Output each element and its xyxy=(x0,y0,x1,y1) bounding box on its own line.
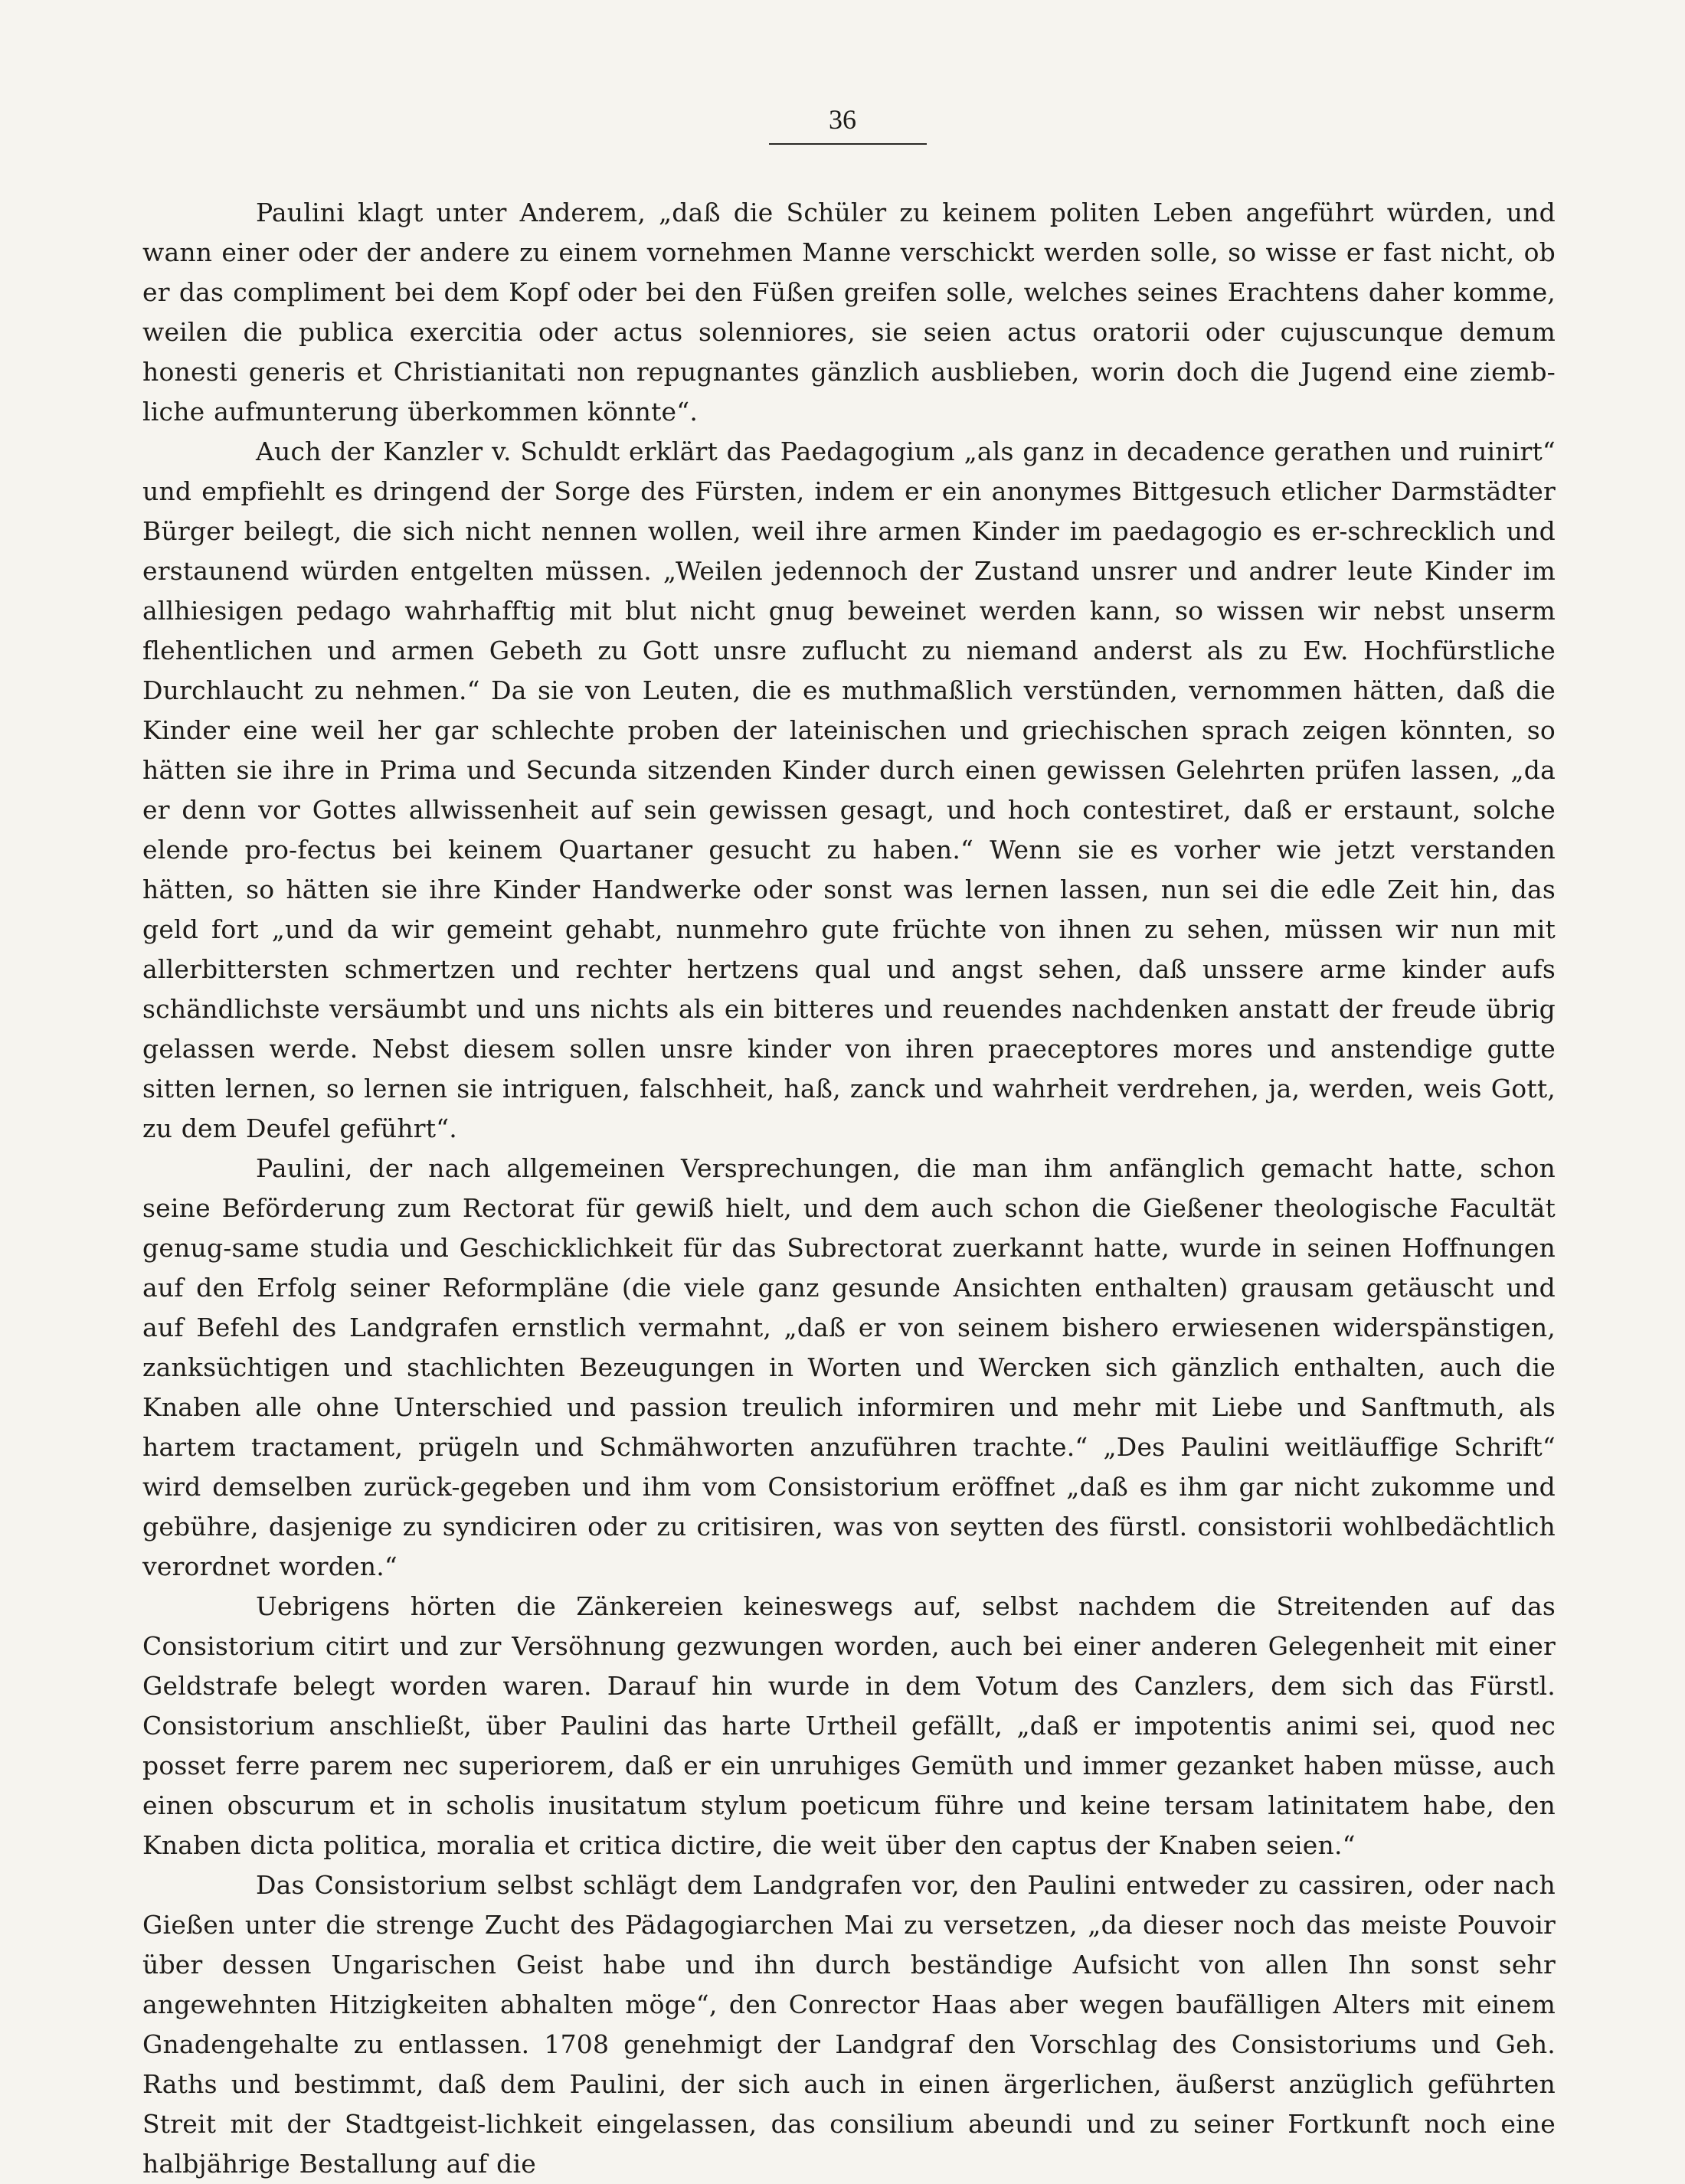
header-rule xyxy=(769,143,927,145)
body-text xyxy=(142,193,1556,2184)
paragraph-consistorium-proposal: Das Consistorium selbst schlägt dem Landgrafen vor, den Paulini entweder zu cassiren, oder nach Gießen unter die strenge Zucht des Pädagogiarchen Mai zu versetzen, „da dieser noch das meiste Pouvoir über dessen Ungarischen Geist habe und ihn durch beständige Aufsicht von allen Ihn sonst sehr angewehnten Hitzigkeiten abhalten möge“, den Conrector Haas aber wegen baufälligen Alters mit einem Gnadengehalte zu entlassen. 1708 genehmigt der Landgraf den Vorschlag des Consistoriums und Geh. Raths und bestimmt, daß dem Paulini, der sich auch in einen ärgerlichen, äußerst anzüglich geführten Streit mit der Stadtgeist-lichkeit eingelassen, das consilium abeundi und zu seiner Fortkunft noch eine halbjährige Bestallung auf die xyxy=(142,1870,1556,2179)
page-number: 36 xyxy=(829,104,856,135)
paragraph-kanzler-schuldt: Auch der Kanzler v. Schuldt erklärt das Paedagogium „als ganz in decadence gerathen und ruinirt“ und empfiehlt es dringend der Sorge des Fürsten, indem er ein anonymes Bittgesuch etlicher Darmstädter Bürger beilegt, die sich nicht nennen wollen, weil ihre armen Kinder im paedagogio es er-schrecklich und erstaunend würden entgelten müssen. „Weilen jedennoch der Zustand unsrer und andrer leute Kinder im allhiesigen pedago wahrhafftig mit blut nicht gnug beweinet werden kann, so wissen wir nebst unserm flehentlichen und armen Gebeth zu Gott unsre zuflucht zu niemand anderst als zu Ew. Hochfürstliche Durchlaucht zu nehmen.“ Da sie von Leuten, die es muthmaßlich verstünden, vernommen hätten, daß die Kinder eine weil her gar schlechte proben der lateinischen und griechischen sprach zeigen könnten, so hätten sie ihre in Prima und Secunda sitzenden Kinder durch einen gewissen Gelehrten prüfen lassen, „da er denn vor Gottes allwissenheit auf sein gewissen gesagt, und hoch contestiret, daß er erstaunt, solche elende pro-fectus bei keinem Quartaner gesucht zu haben.“ Wenn sie es vorher wie jetzt verstanden hätten, so hätten sie ihre Kinder Handwerke oder sonst was lernen lassen, nun sei die edle Zeit hin, das geld fort „und da wir gemeint gehabt, nunmehro gute früchte von ihnen zu sehen, müssen wir nun mit allerbittersten schmertzen und rechter hertzens qual und angst sehen, daß unssere arme kinder aufs schändlichste versäumbt und uns nichts als ein bitteres und reuendes nachdenken anstatt der freude übrig gelassen werde. Nebst diesem sollen unsre kinder von ihren praeceptores mores und anstendige gutte sitten lernen, so lernen sie intriguen, falschheit, haß, zanck und wahrheit verdrehen, ja, werden, weis Gott, zu dem Deufel geführt“. xyxy=(142,436,1556,1143)
paragraph-paulini-complaint: Paulini klagt unter Anderem, „daß die Schüler zu keinem politen Leben angeführt würden, und wann einer oder der andere zu einem vornehmen Manne verschickt werden solle, so wisse er fast nicht, ob er das compliment bei dem Kopf oder bei den Füßen greifen solle, welches seines Erachtens daher komme, weilen die publica exercitia oder actus solenniores, sie seien actus oratorii oder cujuscunque demum honesti generis et Christianitati non repugnantes gänzlich ausblieben, worin doch die Jugend eine ziemb-liche aufmunterung überkommen könnte“. xyxy=(142,198,1556,427)
paragraph-paulini-promotion: Paulini, der nach allgemeinen Versprechungen, die man ihm anfänglich gemacht hatte, schon seine Beförderung zum Rectorat für gewiß hielt, und dem auch schon die Gießener theologische Facultät genug-same studia und Geschicklichkeit für das Subrectorat zuerkannt hatte, wurde in seinen Hoffnungen auf den Erfolg seiner Reformpläne (die viele ganz gesunde Ansichten enthalten) grausam getäuscht und auf Befehl des Landgrafen ernstlich vermahnt, „daß er von seinem bishero erwiesenen widerspänstigen, zanksüchtigen und stachlichten Bezeugungen in Worten und Wercken sich gänzlich enthalten, auch die Knaben alle ohne Unterschied und passion treulich informiren und mehr mit Liebe und Sanftmuth, als hartem tractament, prügeln und Schmähworten anzuführen trachte.“ „Des Paulini weitläuffige Schrift“ wird demselben zurück-gegeben und ihm vom Consistorium eröffnet „daß es ihm gar nicht zukomme und gebühre, dasjenige zu syndiciren oder zu critisiren, was von seytten des fürstl. consistorii wohlbedächtlich verordnet worden.“ xyxy=(142,1153,1556,1581)
paragraph-quarrels: Uebrigens hörten die Zänkereien keineswegs auf, selbst nachdem die Streitenden auf das Consistorium citirt und zur Versöhnung gezwungen worden, auch bei einer anderen Gelegenheit mit einer Geldstrafe belegt worden waren. Darauf hin wurde in dem Votum des Canzlers, dem sich das Fürstl. Consistorium anschließt, über Paulini das harte Urtheil gefällt, „daß er impotentis animi sei, quod nec posset ferre parem nec superiorem, daß er ein unruhiges Gemüth und immer gezanket haben müsse, auch einen obscurum et in scholis inusitatum stylum poeticum führe und keine tersam latinitatem habe, den Knaben dicta politica, moralia et critica dictire, die weit über den captus der Knaben seien.“ xyxy=(142,1591,1556,1860)
